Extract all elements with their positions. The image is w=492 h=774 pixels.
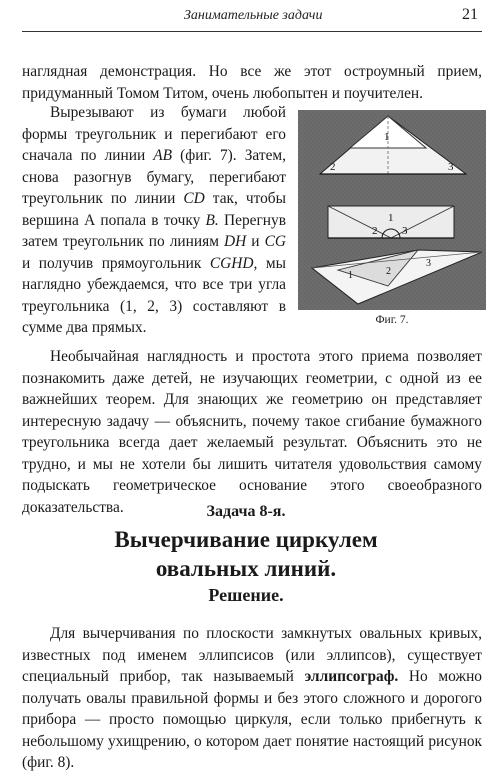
task-title-line-2: овальных линий.: [155, 556, 337, 581]
angle-label-1: 1: [348, 270, 353, 281]
text-run: мы наглядно убеждаемся, что все три угла треугольника (1, 2, 3) составляют в сумме два прямых.: [22, 254, 286, 336]
line-label: DH: [224, 233, 247, 250]
paragraph-ellipse: [22, 623, 482, 774]
figure-caption: Фиг. 7.: [375, 314, 409, 326]
angle-label-3: 3: [426, 258, 431, 269]
term-ellipsograph: эллипсограф.: [304, 668, 399, 685]
header-rule: [22, 31, 482, 32]
running-title: Занимательные задачи: [184, 8, 323, 23]
text-run: (фиг. 7). Затем, снова разогнув бумагу, перегибают треугольник по линии: [22, 147, 286, 207]
text-run: Перегнув затем треугольник по линиям: [22, 211, 286, 250]
angle-label-3: 3: [448, 161, 454, 173]
folded-rectangle: [328, 206, 454, 238]
text-run: Для вычерчивания по плоскости замкнутых овальных кривых, известных под именем эллипсисов (или эллипсов), существует специальный прибор, так называемый: [22, 625, 482, 685]
task-label: Задача 8-я.: [206, 503, 286, 520]
line-label: AB: [153, 147, 173, 164]
angle-label-1: 1: [384, 131, 390, 143]
text-run: и: [246, 233, 265, 250]
angle-label-2: 2: [330, 161, 336, 173]
page-number: 21: [462, 6, 478, 23]
paragraph-simplicity: Необычайная наглядность и простота этого приема позволяет познакомить даже детей, не изучающих геометрии, с одной из ее важнейших теорем. Для знающих же геометрию он представляет интересную задачу — объяснить, почему такое сгибание бумажного треугольника всегда дает желаемый результат. Объяснить это не трудно, и мы не хотели бы лишить читателя удовольствия самому подыскать геометрическое основание этого своеобразного доказательства.: [22, 348, 482, 516]
paragraph-intro: наглядная демонстрация. Но все же этот остроумный прием, придуманный Томом Титом, очень любопытен и поучителен.: [22, 63, 482, 102]
task-title: [0, 525, 492, 583]
line-label: CD: [183, 190, 205, 207]
angle-label-2: 2: [372, 225, 378, 237]
angle-label-1: 1: [388, 212, 394, 224]
text-run: Вырезывают из бумаги любой формы треугольник и перегибают его сначала по линии: [22, 104, 286, 164]
text-run: Но можно получать овалы правильной формы и без этого сложного и дорогого прибора — просто помощью циркуля, если только прибегнуть к небольшому ухищрению, о котором дает понятие настоящий рисунок (фиг. 8).: [22, 668, 483, 771]
solution-heading: Решение.: [208, 585, 284, 605]
figure-7-illustration: [298, 110, 486, 310]
angle-label-3: 3: [402, 225, 408, 237]
angle-label-2: 2: [386, 266, 391, 277]
rectangle-label: CGHD,: [209, 254, 258, 272]
text-run: и получив прямоугольник: [22, 254, 210, 272]
running-head: [22, 6, 482, 28]
line-label: CG: [264, 233, 286, 250]
paragraph-folding: [22, 102, 286, 339]
task-title-line-1: Вычерчивание циркулем: [114, 527, 378, 552]
text-run: так, чтобы вершина А попала в точку: [22, 190, 286, 229]
point-label: B.: [205, 211, 219, 229]
